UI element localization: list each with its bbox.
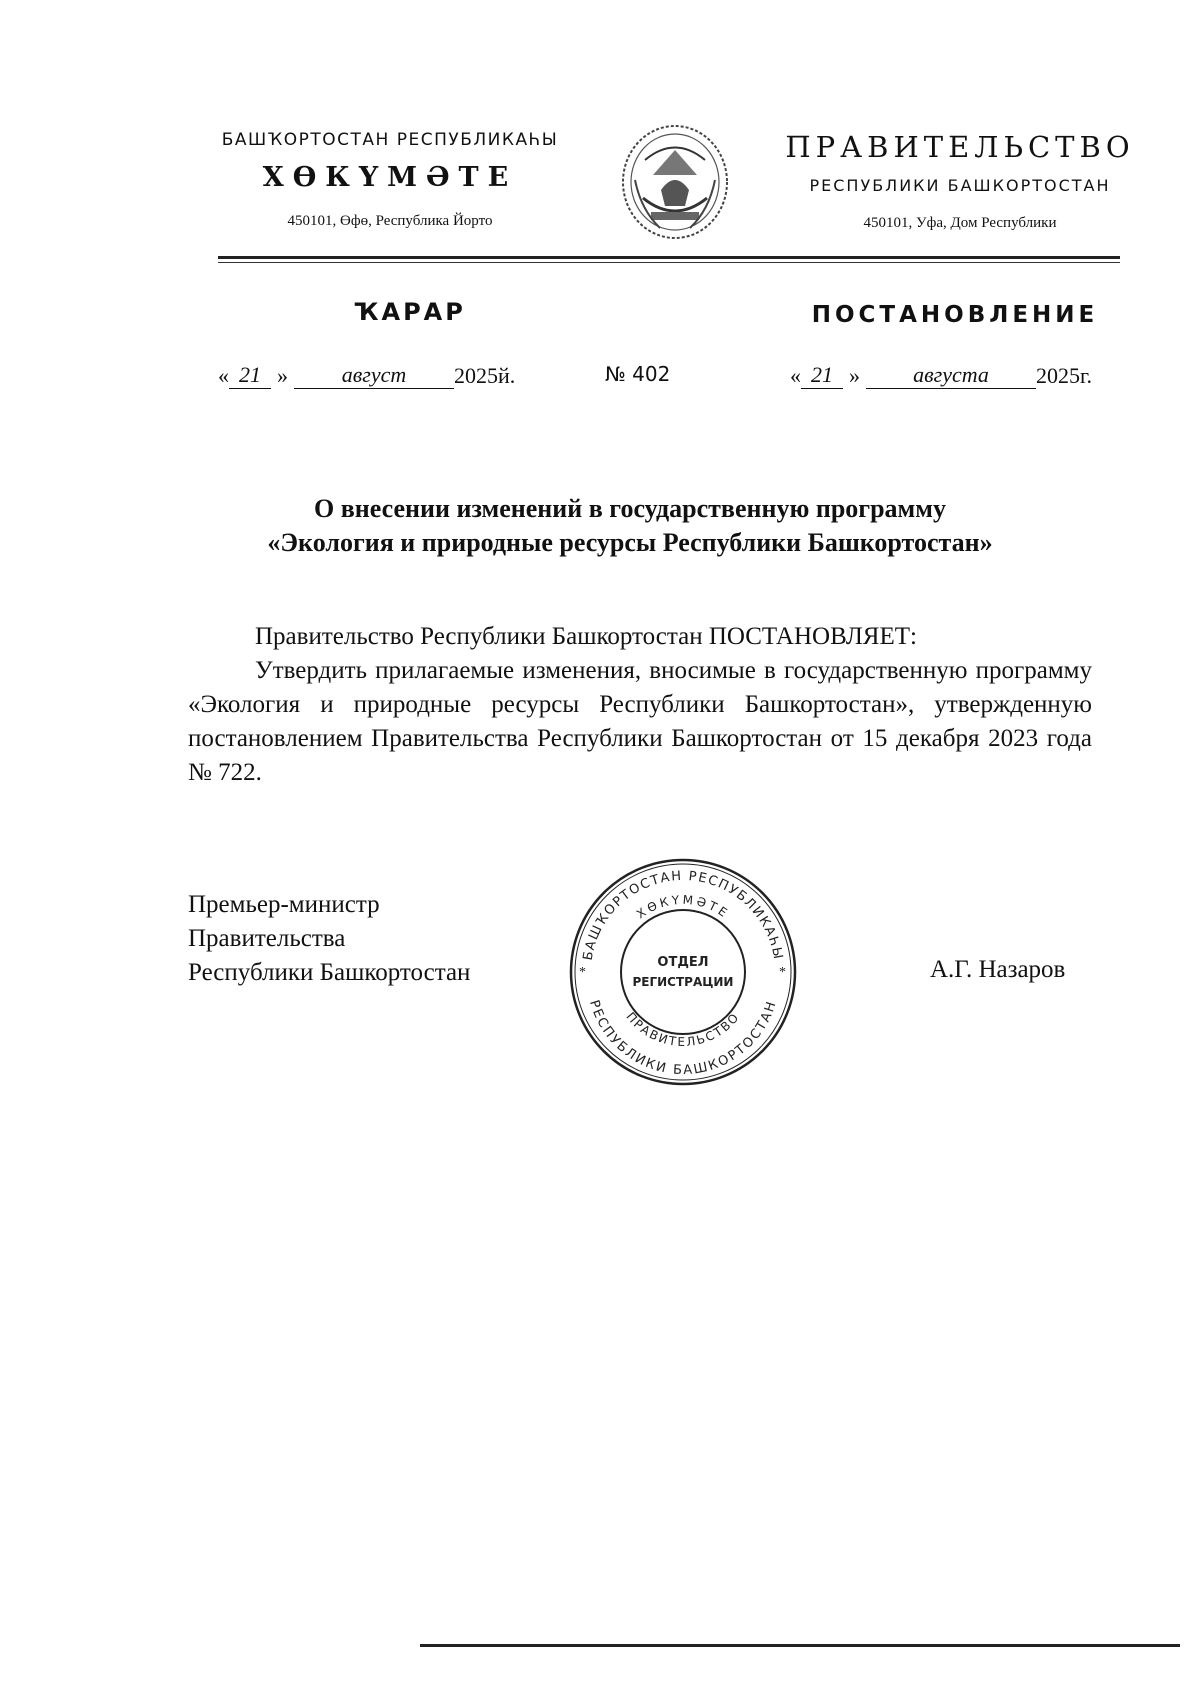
- ba-date-open-quote: «: [218, 363, 229, 388]
- coat-of-arms-icon: [615, 120, 735, 250]
- ru-date-year: 2025: [1036, 363, 1080, 388]
- signatory-title: [188, 888, 470, 990]
- ru-date-line: [790, 362, 1092, 389]
- stamp-inner-bottom: ПРАВИТЕЛЬСТВО: [623, 1009, 743, 1050]
- stamp-inner-top: ХӨКҮМӘТЕ: [633, 892, 733, 922]
- title-line-2: «Экология и природные ресурсы Республики Башкортостан»: [267, 528, 993, 557]
- ru-date-day: 21: [801, 362, 843, 389]
- ru-date-suffix: г.: [1080, 363, 1093, 388]
- ru-address: 450101, Уфа, Дом Республики: [863, 215, 1057, 231]
- signatory-line-2: Правительства: [188, 925, 346, 952]
- ba-date-year: 2025: [454, 363, 498, 388]
- ba-org-name: БАШҠОРТОСТАН РЕСПУБЛИКАҺЫ: [221, 130, 559, 150]
- ba-date-line: [218, 362, 515, 389]
- stamp-star-right: *: [779, 965, 786, 980]
- header-divider-thin: [218, 262, 1120, 263]
- signatory-line-3: Республики Башкортостан: [188, 959, 471, 986]
- signatory-name: А.Г. Назаров: [930, 956, 1066, 983]
- ba-date-day: 21: [229, 362, 271, 389]
- ru-government: ПРАВИТЕЛЬСТВО: [785, 130, 1135, 164]
- stamp-center-line-1: ОТДЕЛ: [657, 955, 709, 970]
- footer-divider: [420, 1644, 1180, 1647]
- resolution-preamble: Правительство Республики Башкортостан ПОСТАНОВЛЯЕТ:: [255, 623, 917, 650]
- svg-text:ПРАВИТЕЛЬСТВО: [623, 1010, 742, 1050]
- stamp-outer-bottom: РЕСПУБЛИКИ БАШКОРТОСТАН: [585, 998, 781, 1079]
- ru-date-close-quote: »: [849, 363, 860, 388]
- stamp-star-left: *: [579, 965, 586, 980]
- resolution-text: Утвердить прилагаемые изменения, вносимые в государственную программу «Экология и природные ресурсы Республики Башкортостан», утвержденную постановлением Правительства Республики Башкортостан от 15 декабря 2023 года № 722.: [188, 657, 1092, 786]
- ru-republic: РЕСПУБЛИКИ БАШКОРТОСТАН: [809, 176, 1111, 195]
- registration-stamp: [563, 852, 803, 1092]
- ba-decree-type: ҠАРАР: [354, 298, 466, 326]
- ba-address: 450101, Өфө, Республика Йорто: [287, 213, 493, 229]
- ba-government: ХӨКҮМӘТЕ: [262, 162, 518, 193]
- ru-decree-type: ПОСТАНОВЛЕНИЕ: [811, 302, 1099, 328]
- ru-date-month: августа: [866, 362, 1036, 389]
- svg-text:ХӨКҮМӘТЕ: [634, 893, 732, 922]
- document-title: [180, 492, 1080, 560]
- stamp-outer-top: БАШҠОРТОСТАН РЕСПУБЛИКАҺЫ: [580, 868, 786, 962]
- signatory-line-1: Премьер-министр: [188, 891, 380, 918]
- stamp-center-line-2: РЕГИСТРАЦИИ: [632, 975, 734, 989]
- ba-date-month: август: [294, 362, 454, 389]
- header-divider: [218, 256, 1120, 259]
- svg-text:БАШҠОРТОСТАН РЕСПУБЛИКАҺЫ: [581, 869, 786, 962]
- ru-date-open-quote: «: [790, 363, 801, 388]
- decree-number: № 402: [605, 362, 671, 386]
- ba-date-suffix: й.: [498, 363, 516, 388]
- ba-date-close-quote: »: [277, 363, 288, 388]
- title-line-1: О внесении изменений в государственную программу: [314, 494, 946, 523]
